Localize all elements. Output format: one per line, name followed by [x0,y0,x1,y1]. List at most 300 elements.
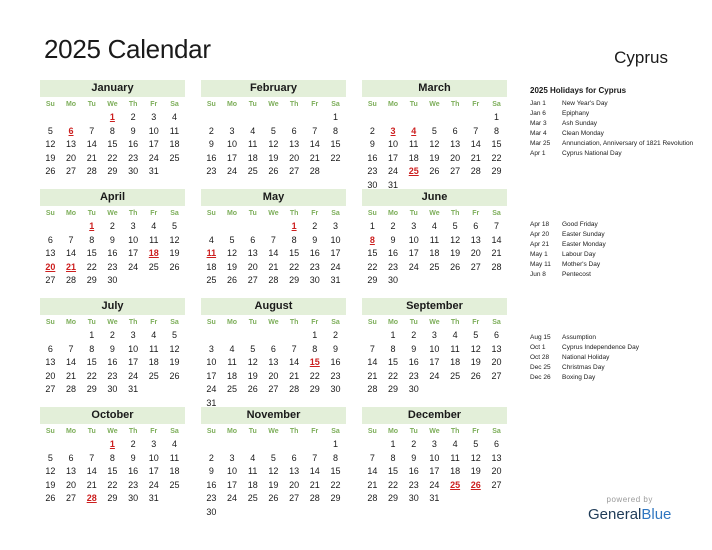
holiday-name: Good Friday [562,221,598,228]
weekday-label: We [429,319,440,326]
day-cell: 7 [68,343,74,354]
day-cell: 12 [247,357,258,367]
weekday-row [201,97,346,111]
day-cell: 24 [206,384,217,394]
weekday-label: Tu [87,210,96,217]
holiday-name: Easter Monday [562,241,606,248]
day-cell: 17 [429,466,440,476]
holiday-item [530,240,700,250]
day-cell: 13 [268,357,279,367]
day-cell: 3 [411,221,417,231]
day-cell: 22 [86,370,97,381]
month-november [201,407,346,519]
empty-day-cell [123,274,144,288]
week-row [40,438,185,452]
day-cell: 10 [206,357,217,367]
holiday-name: Assumption [562,334,596,341]
day-cell: 25 [429,261,440,272]
week-row [362,111,507,125]
day-cell: 17 [227,479,238,490]
month-january [40,80,185,179]
day-cell: 1 [390,439,396,449]
day-cell: 21 [309,479,320,490]
empty-day-cell [263,329,284,343]
day-cell: 21 [309,152,320,163]
day-cell: 27 [470,261,481,272]
month-june [362,189,507,288]
day-cell: 14 [470,139,481,149]
day-cell: 24 [128,370,139,381]
day-cell: 15 [491,139,502,149]
holiday-day-cell: 1 [89,221,95,231]
week-row [362,125,507,139]
day-cell: 7 [291,343,297,354]
day-cell: 6 [291,452,297,463]
empty-day-cell [143,274,164,288]
weekday-row [362,206,507,220]
day-cell: 16 [408,357,419,367]
week-row [40,125,185,139]
day-cell: 15 [107,466,118,476]
brand-name-part-b: Blue [641,506,672,523]
week-row [201,370,346,384]
day-cell: 5 [270,452,276,463]
empty-day-cell [304,111,325,125]
day-cell: 15 [107,139,118,149]
day-cell: 4 [208,234,214,245]
empty-day-cell [465,492,486,506]
day-cell: 28 [470,166,481,176]
holiday-date: Oct 1 [530,344,546,351]
holiday-name: Annunciation, Anniversary of 1821 Revolution [562,140,694,147]
day-cell: 23 [206,493,217,503]
week-row [201,506,346,520]
day-cell: 25 [148,261,159,272]
day-cell: 16 [128,139,139,149]
day-cell: 16 [309,248,320,258]
day-cell: 31 [388,179,399,190]
empty-day-cell [40,111,61,125]
month-header: April [40,189,185,206]
weekday-label: Mo [387,101,399,108]
day-cell: 17 [128,248,139,258]
day-cell: 6 [291,125,297,136]
holiday-day-cell: 15 [309,357,320,367]
day-cell: 18 [227,370,238,381]
empty-day-cell [465,111,486,125]
weekday-label: Tu [409,319,418,326]
holiday-day-cell: 26 [470,479,481,490]
day-cell: 26 [268,166,279,176]
day-cell: 14 [367,357,378,367]
weekday-row [362,97,507,111]
day-cell: 11 [409,139,419,149]
day-cell: 8 [109,125,115,136]
holiday-day-cell: 25 [450,479,461,490]
week-row [362,343,507,357]
empty-day-cell [325,506,346,520]
month-header: June [362,189,507,206]
day-cell: 14 [309,466,320,476]
week-row [362,165,507,179]
day-cell: 6 [47,343,53,354]
holiday-item [530,230,700,240]
day-cell: 27 [450,166,461,176]
day-cell: 9 [130,125,136,136]
empty-day-cell [61,111,82,125]
empty-day-cell [242,438,263,452]
week-row [201,465,346,479]
empty-day-cell [486,274,507,288]
day-cell: 29 [309,384,320,394]
weekday-label: Mo [226,428,238,435]
weekday-label: Th [128,210,138,217]
week-row [40,138,185,152]
day-cell: 28 [289,384,300,394]
weekday-label: Su [206,210,216,217]
day-cell: 1 [332,112,338,122]
day-cell: 4 [171,439,177,449]
day-cell: 11 [248,139,258,149]
weekday-label: Sa [492,428,501,435]
empty-day-cell [362,111,383,125]
day-cell: 15 [388,466,399,476]
day-cell: 23 [388,261,399,272]
day-cell: 23 [330,370,341,381]
day-cell: 14 [268,248,279,258]
weekday-label: Sa [331,428,340,435]
weekday-label: We [268,319,279,326]
day-cell: 20 [450,152,461,163]
month-september [362,298,507,397]
day-cell: 21 [367,479,378,490]
day-cell: 4 [171,112,177,122]
weekday-label: Th [289,428,299,435]
weekday-label: Sa [170,101,179,108]
week-row [362,138,507,152]
day-cell: 30 [330,384,341,394]
day-cell: 27 [289,493,300,503]
day-cell: 24 [227,493,238,503]
day-cell: 19 [470,357,481,367]
day-cell: 15 [330,466,341,476]
day-cell: 30 [128,493,139,503]
weekday-label: Su [45,428,55,435]
holiday-day-cell: 21 [66,261,77,272]
empty-day-cell [242,329,263,343]
day-cell: 8 [291,234,297,245]
day-cell: 14 [66,357,77,367]
day-cell: 4 [431,221,437,231]
holiday-date: Mar 25 [530,140,551,147]
empty-day-cell [164,383,185,397]
day-cell: 9 [109,234,115,245]
week-row [362,234,507,248]
empty-day-cell [242,111,263,125]
empty-day-cell [201,111,222,125]
day-cell: 29 [86,384,97,394]
day-cell: 12 [450,234,461,245]
holiday-date: Aug 15 [530,334,551,341]
day-cell: 9 [130,452,136,463]
weekday-label: Su [367,210,377,217]
day-cell: 12 [45,139,56,149]
day-cell: 15 [367,248,378,258]
day-cell: 11 [227,357,237,367]
week-row [201,383,346,397]
day-cell: 20 [45,370,56,381]
week-row [40,247,185,261]
month-header: February [201,80,346,97]
day-cell: 5 [47,452,53,463]
day-cell: 3 [130,221,136,231]
week-row [362,329,507,343]
day-cell: 8 [493,125,499,136]
weekday-label: Sa [492,319,501,326]
day-cell: 15 [86,357,97,367]
holiday-day-cell: 4 [411,125,417,136]
day-cell: 29 [107,166,118,176]
day-cell: 23 [206,166,217,176]
day-cell: 26 [429,166,440,176]
weekday-label: Su [367,101,377,108]
day-cell: 18 [247,479,258,490]
day-cell: 13 [450,139,461,149]
holiday-name: Pentecost [562,271,591,278]
day-cell: 19 [450,248,461,258]
powered-by-text: powered by [606,495,653,504]
holiday-day-cell: 1 [109,439,115,449]
day-cell: 19 [45,152,56,163]
holiday-date: Apr 21 [530,241,550,248]
day-cell: 28 [367,384,378,394]
day-cell: 29 [367,275,378,285]
holiday-day-cell: 1 [291,221,297,231]
empty-day-cell [325,165,346,179]
day-cell: 16 [107,357,118,367]
day-cell: 21 [86,152,97,163]
holiday-item [530,260,700,270]
day-cell: 30 [206,506,217,517]
day-cell: 3 [151,439,157,449]
day-cell: 13 [289,139,300,149]
day-cell: 24 [429,370,440,381]
day-cell: 13 [66,466,77,476]
weekday-label: Tu [87,101,96,108]
day-cell: 8 [89,343,95,354]
day-cell: 16 [330,357,341,367]
holiday-name: Clean Monday [562,130,604,137]
day-cell: 24 [330,261,341,272]
day-cell: 25 [148,370,159,381]
week-row [362,452,507,466]
month-header: May [201,189,346,206]
day-cell: 2 [109,221,115,231]
day-cell: 28 [309,166,320,176]
empty-day-cell [465,383,486,397]
day-cell: 15 [388,357,399,367]
day-cell: 13 [45,357,56,367]
country-name: Cyprus [614,48,668,67]
day-cell: 30 [408,493,419,503]
day-cell: 5 [229,234,235,245]
empty-day-cell [164,274,185,288]
holiday-date: May 11 [530,261,551,268]
empty-day-cell [284,506,305,520]
day-cell: 10 [148,452,159,463]
brand-logo [588,495,671,523]
week-row [40,165,185,179]
day-cell: 9 [312,234,318,245]
day-cell: 3 [130,330,136,340]
day-cell: 13 [491,343,502,354]
week-row [362,438,507,452]
day-cell: 5 [270,125,276,136]
day-cell: 5 [171,330,177,340]
weekday-label: Mo [65,319,77,326]
day-cell: 21 [86,479,97,490]
empty-day-cell [61,329,82,343]
day-cell: 10 [227,466,238,476]
week-row [201,125,346,139]
empty-day-cell [445,111,466,125]
day-cell: 23 [408,370,419,381]
week-row [362,247,507,261]
empty-day-cell [40,329,61,343]
day-cell: 9 [332,343,338,354]
month-header: July [40,298,185,315]
empty-day-cell [403,111,424,125]
day-cell: 25 [206,275,217,285]
weekday-label: Th [289,319,299,326]
weekday-label: Fr [311,319,319,326]
day-cell: 24 [429,479,440,490]
day-cell: 18 [169,466,180,476]
day-cell: 30 [367,179,378,190]
weekday-label: We [429,428,440,435]
day-cell: 23 [128,479,139,490]
weekday-label: Fr [150,319,158,326]
day-cell: 25 [450,370,461,381]
empty-day-cell [222,506,243,520]
day-cell: 3 [431,439,437,449]
day-cell: 11 [149,234,159,245]
day-cell: 4 [250,452,256,463]
empty-day-cell [445,274,466,288]
day-cell: 10 [408,234,419,245]
day-cell: 6 [473,221,479,231]
holiday-item [530,363,700,373]
day-cell: 13 [45,248,56,258]
day-cell: 11 [169,125,180,136]
day-cell: 5 [452,221,458,231]
weekday-label: Sa [331,210,340,217]
weekday-label: We [429,101,440,108]
day-cell: 2 [130,112,136,122]
day-cell: 9 [208,466,214,476]
holiday-name: Boxing Day [562,374,596,381]
day-cell: 10 [429,343,440,354]
holiday-item [530,343,700,353]
day-cell: 20 [491,357,502,367]
day-cell: 10 [128,234,139,245]
weekday-label: Th [289,101,299,108]
day-cell: 23 [107,370,118,381]
holiday-name: Cyprus National Day [562,150,622,157]
day-cell: 2 [109,330,115,340]
day-cell: 8 [332,452,338,463]
empty-day-cell [61,220,82,234]
month-header: December [362,407,507,424]
day-cell: 27 [491,479,502,490]
day-cell: 6 [452,125,458,136]
weekday-label: Mo [65,428,77,435]
week-row [40,465,185,479]
holiday-name: Easter Sunday [562,231,605,238]
day-cell: 31 [330,275,341,285]
holiday-date: Mar 3 [530,120,547,127]
empty-day-cell [263,111,284,125]
empty-day-cell [263,220,284,234]
holiday-day-cell: 3 [390,125,396,136]
day-cell: 12 [227,248,238,258]
day-cell: 27 [66,166,77,176]
day-cell: 6 [47,234,53,245]
week-row [201,220,346,234]
day-cell: 20 [289,479,300,490]
day-cell: 17 [408,248,419,258]
day-cell: 1 [312,330,318,340]
weekday-label: Fr [150,101,158,108]
holiday-item [530,99,700,109]
weekday-label: We [268,101,279,108]
day-cell: 14 [66,248,77,258]
holiday-item [530,129,700,139]
day-cell: 1 [369,221,375,231]
day-cell: 21 [268,261,279,272]
day-cell: 21 [491,248,502,258]
empty-day-cell [465,274,486,288]
holiday-day-cell: 11 [206,248,217,258]
weekday-label: Mo [226,210,238,217]
day-cell: 4 [151,330,157,340]
week-row [362,383,507,397]
weekday-label: Th [128,428,138,435]
month-header: October [40,407,185,424]
month-may [201,189,346,288]
holiday-item [530,270,700,280]
empty-day-cell [81,111,102,125]
day-cell: 26 [169,370,180,381]
day-cell: 10 [148,125,159,136]
day-cell: 25 [169,479,180,490]
month-march [362,80,507,192]
day-cell: 1 [89,330,95,340]
empty-day-cell [143,383,164,397]
empty-day-cell [284,438,305,452]
weekday-label: Fr [311,101,319,108]
week-row [201,343,346,357]
weekday-label: We [268,210,279,217]
day-cell: 13 [289,466,300,476]
week-row [40,220,185,234]
day-cell: 22 [330,479,341,490]
month-october [40,407,185,506]
day-cell: 7 [89,125,95,136]
day-cell: 19 [470,466,481,476]
day-cell: 28 [66,384,77,394]
empty-day-cell [424,383,445,397]
